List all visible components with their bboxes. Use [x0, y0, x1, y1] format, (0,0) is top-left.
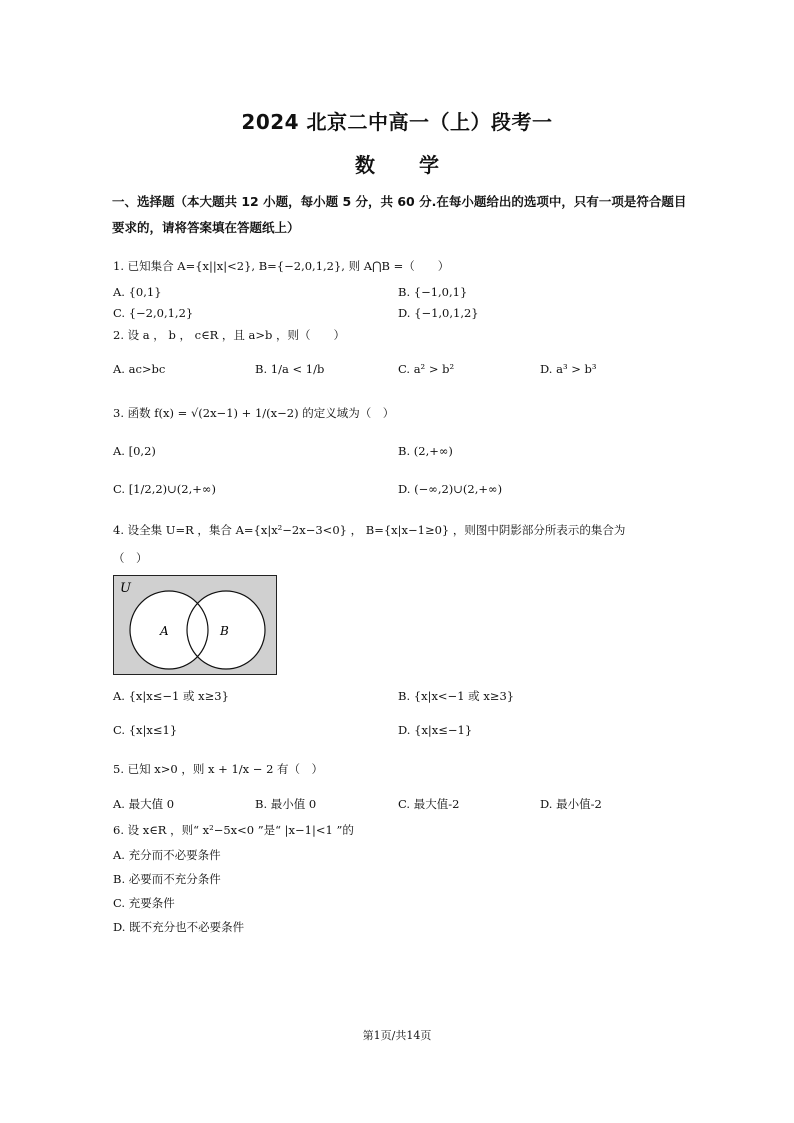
venn-label-u: U — [120, 581, 131, 596]
q5-option-a: A. 最大值 0 — [113, 797, 175, 811]
venn-label-b: B — [220, 624, 229, 638]
subject-title — [0, 149, 794, 178]
q2-option-b: B. 1/a < 1/b — [255, 362, 325, 376]
q6-option-d: D. 既不充分也不必要条件 — [113, 920, 245, 934]
q3-option-c: C. [1/2,2)∪(2,+∞) — [113, 482, 216, 496]
q4-option-a: A. {x|x≤−1 或 x≥3} — [113, 689, 229, 703]
q3-option-a: A. [0,2) — [113, 444, 156, 458]
q6-option-a: A. 充分而不必要条件 — [113, 848, 221, 862]
venn-label-a: A — [160, 624, 169, 638]
question-1-stem: 1. 已知集合 A={x||x|<2}, B={−2,0,1,2}, 则 A⋂B =（ ） — [113, 259, 450, 273]
question-5-stem: 5. 已知 x>0 ，则 x + 1/x − 2 有（ ） — [113, 762, 324, 776]
q1-option-c: C. {−2,0,1,2} — [113, 306, 194, 320]
q1-option-b: B. {−1,0,1} — [398, 285, 468, 299]
question-4-paren: （ ） — [113, 551, 148, 565]
q3-option-b: B. (2,+∞) — [398, 444, 453, 458]
q5-option-b: B. 最小值 0 — [255, 797, 317, 811]
subject-char-1: 数 — [355, 153, 375, 177]
q6-option-c: C. 充要条件 — [113, 896, 175, 910]
question-2-stem: 2. 设 a ， b ， c∈R ，且 a>b ，则（ ） — [113, 328, 346, 342]
question-6-stem: 6. 设 x∈R ，则“ x²−5x<0 ”是“ |x−1|<1 ”的 — [113, 823, 354, 837]
q5-option-d: D. 最小值-2 — [540, 797, 602, 811]
q1-option-d: D. {−1,0,1,2} — [398, 306, 479, 320]
q6-option-b: B. 必要而不充分条件 — [113, 872, 221, 886]
page-title: 2024 北京二中高一（上）段考一 — [241, 110, 553, 134]
page-footer: 第1页/共14页 — [362, 1029, 432, 1042]
q3-option-d: D. (−∞,2)∪(2,+∞) — [398, 482, 503, 496]
section-heading: 一、选择题（本大题共 12 小题，每小题 5 分，共 60 分.在每小题给出的选项中，只有一项是符合题目要求的，请将答案填在答题纸上） — [112, 194, 687, 235]
q4-option-b: B. {x|x<−1 或 x≥3} — [398, 689, 515, 703]
q4-option-d: D. {x|x≤−1} — [398, 723, 473, 737]
q2-option-a: A. ac>bc — [113, 362, 166, 376]
q2-option-c: C. a² > b² — [398, 362, 455, 376]
question-4-stem: 4. 设全集 U=R ，集合 A={x|x²−2x−3<0} ， B={x|x−1≥0} ，则图中阴影部分所表示的集合为 — [113, 523, 626, 537]
q5-option-c: C. 最大值-2 — [398, 797, 460, 811]
q2-option-d: D. a³ > b³ — [540, 362, 597, 376]
question-3-stem: 3. 函数 f(x) = √(2x−1) + 1/(x−2) 的定义域为（ ） — [113, 406, 395, 420]
subject-char-2: 学 — [419, 153, 439, 177]
q1-option-a: A. {0,1} — [113, 285, 162, 299]
venn-diagram — [113, 575, 277, 675]
q4-option-c: C. {x|x≤1} — [113, 723, 178, 737]
